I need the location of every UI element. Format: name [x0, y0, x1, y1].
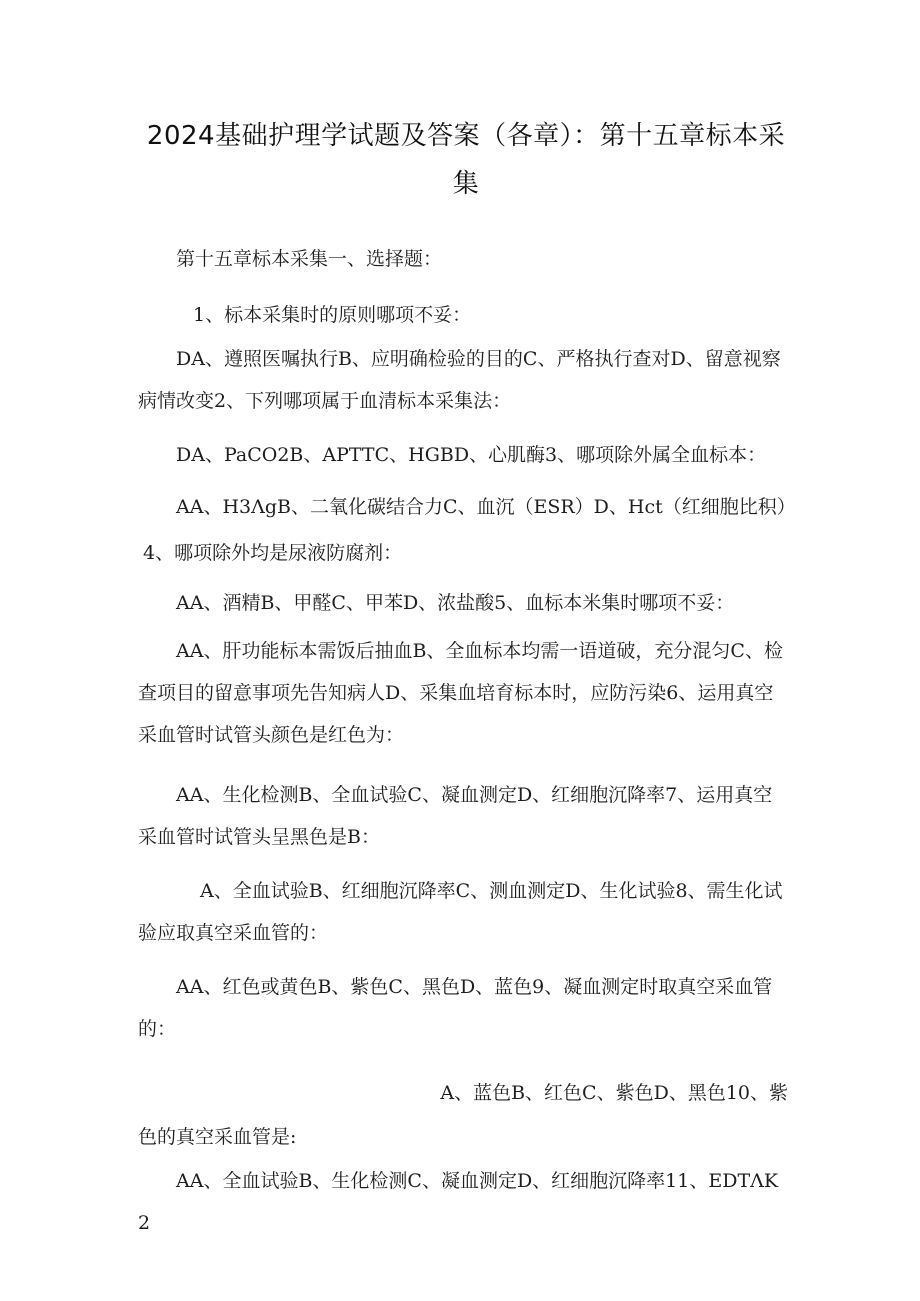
question-paragraph: AA、生化检测B、全血试验C、凝血测定D、红细胞沉降率7、运用真空采血管时试管头呈黑色是B：	[138, 784, 773, 848]
question-paragraph: 4、哪项除外均是尿液防腐剂：	[143, 542, 403, 564]
question-paragraph: AA、全血试验B、生化检测C、凝血测定D、红细胞沉降率11、EDTΛK2	[138, 1170, 779, 1234]
question-paragraph: DA、遵照医嘱执行B、应明确检验的目的C、严格执行查对D、留意视察病情改变2、下列哪项属于血清标本采集法：	[138, 348, 781, 412]
question-paragraph: A、全血试验B、红细胞沉降率C、测血测定D、生化试验8、需生化试验应取真空采血管的：	[138, 880, 783, 944]
question-paragraph: AA、肝功能标本需饭后抽血B、全血标本均需一语道破，充分混匀C、检查项目的留意事项先告知病人D、采集血培育标本时，应防污染6、运用真空采血管时试管头颜色是红色为：	[138, 640, 783, 746]
question-paragraph: 1、标本采集时的原则哪项不妥：	[193, 304, 472, 326]
question-paragraph: 色的真空采血管是:	[138, 1126, 297, 1148]
question-paragraph: A、蓝色B、红色C、紫色D、黑色10、紫	[440, 1082, 788, 1104]
document-title: 2024基础护理学试题及答案（各章）：第十五章标本采集	[146, 121, 786, 199]
question-paragraph: AA、H3ΛgB、二氧化碳结合力C、血沉（ESR）D、Hct（红细胞比积）	[176, 496, 796, 518]
question-paragraph: AA、酒精B、甲醛C、甲苯D、浓盐酸5、血标本米集时哪项不妥：	[176, 592, 735, 614]
question-paragraph: DA、PaCO2B、APTTC、HGBD、心肌酶3、哪项除外属全血标本：	[176, 444, 767, 466]
question-paragraph: AA、红色或黄色B、紫色C、黑色D、蓝色9、凝血测定时取真空采血管的：	[138, 976, 773, 1040]
section-heading: 第十五章标本采集一、选择题：	[176, 248, 443, 270]
